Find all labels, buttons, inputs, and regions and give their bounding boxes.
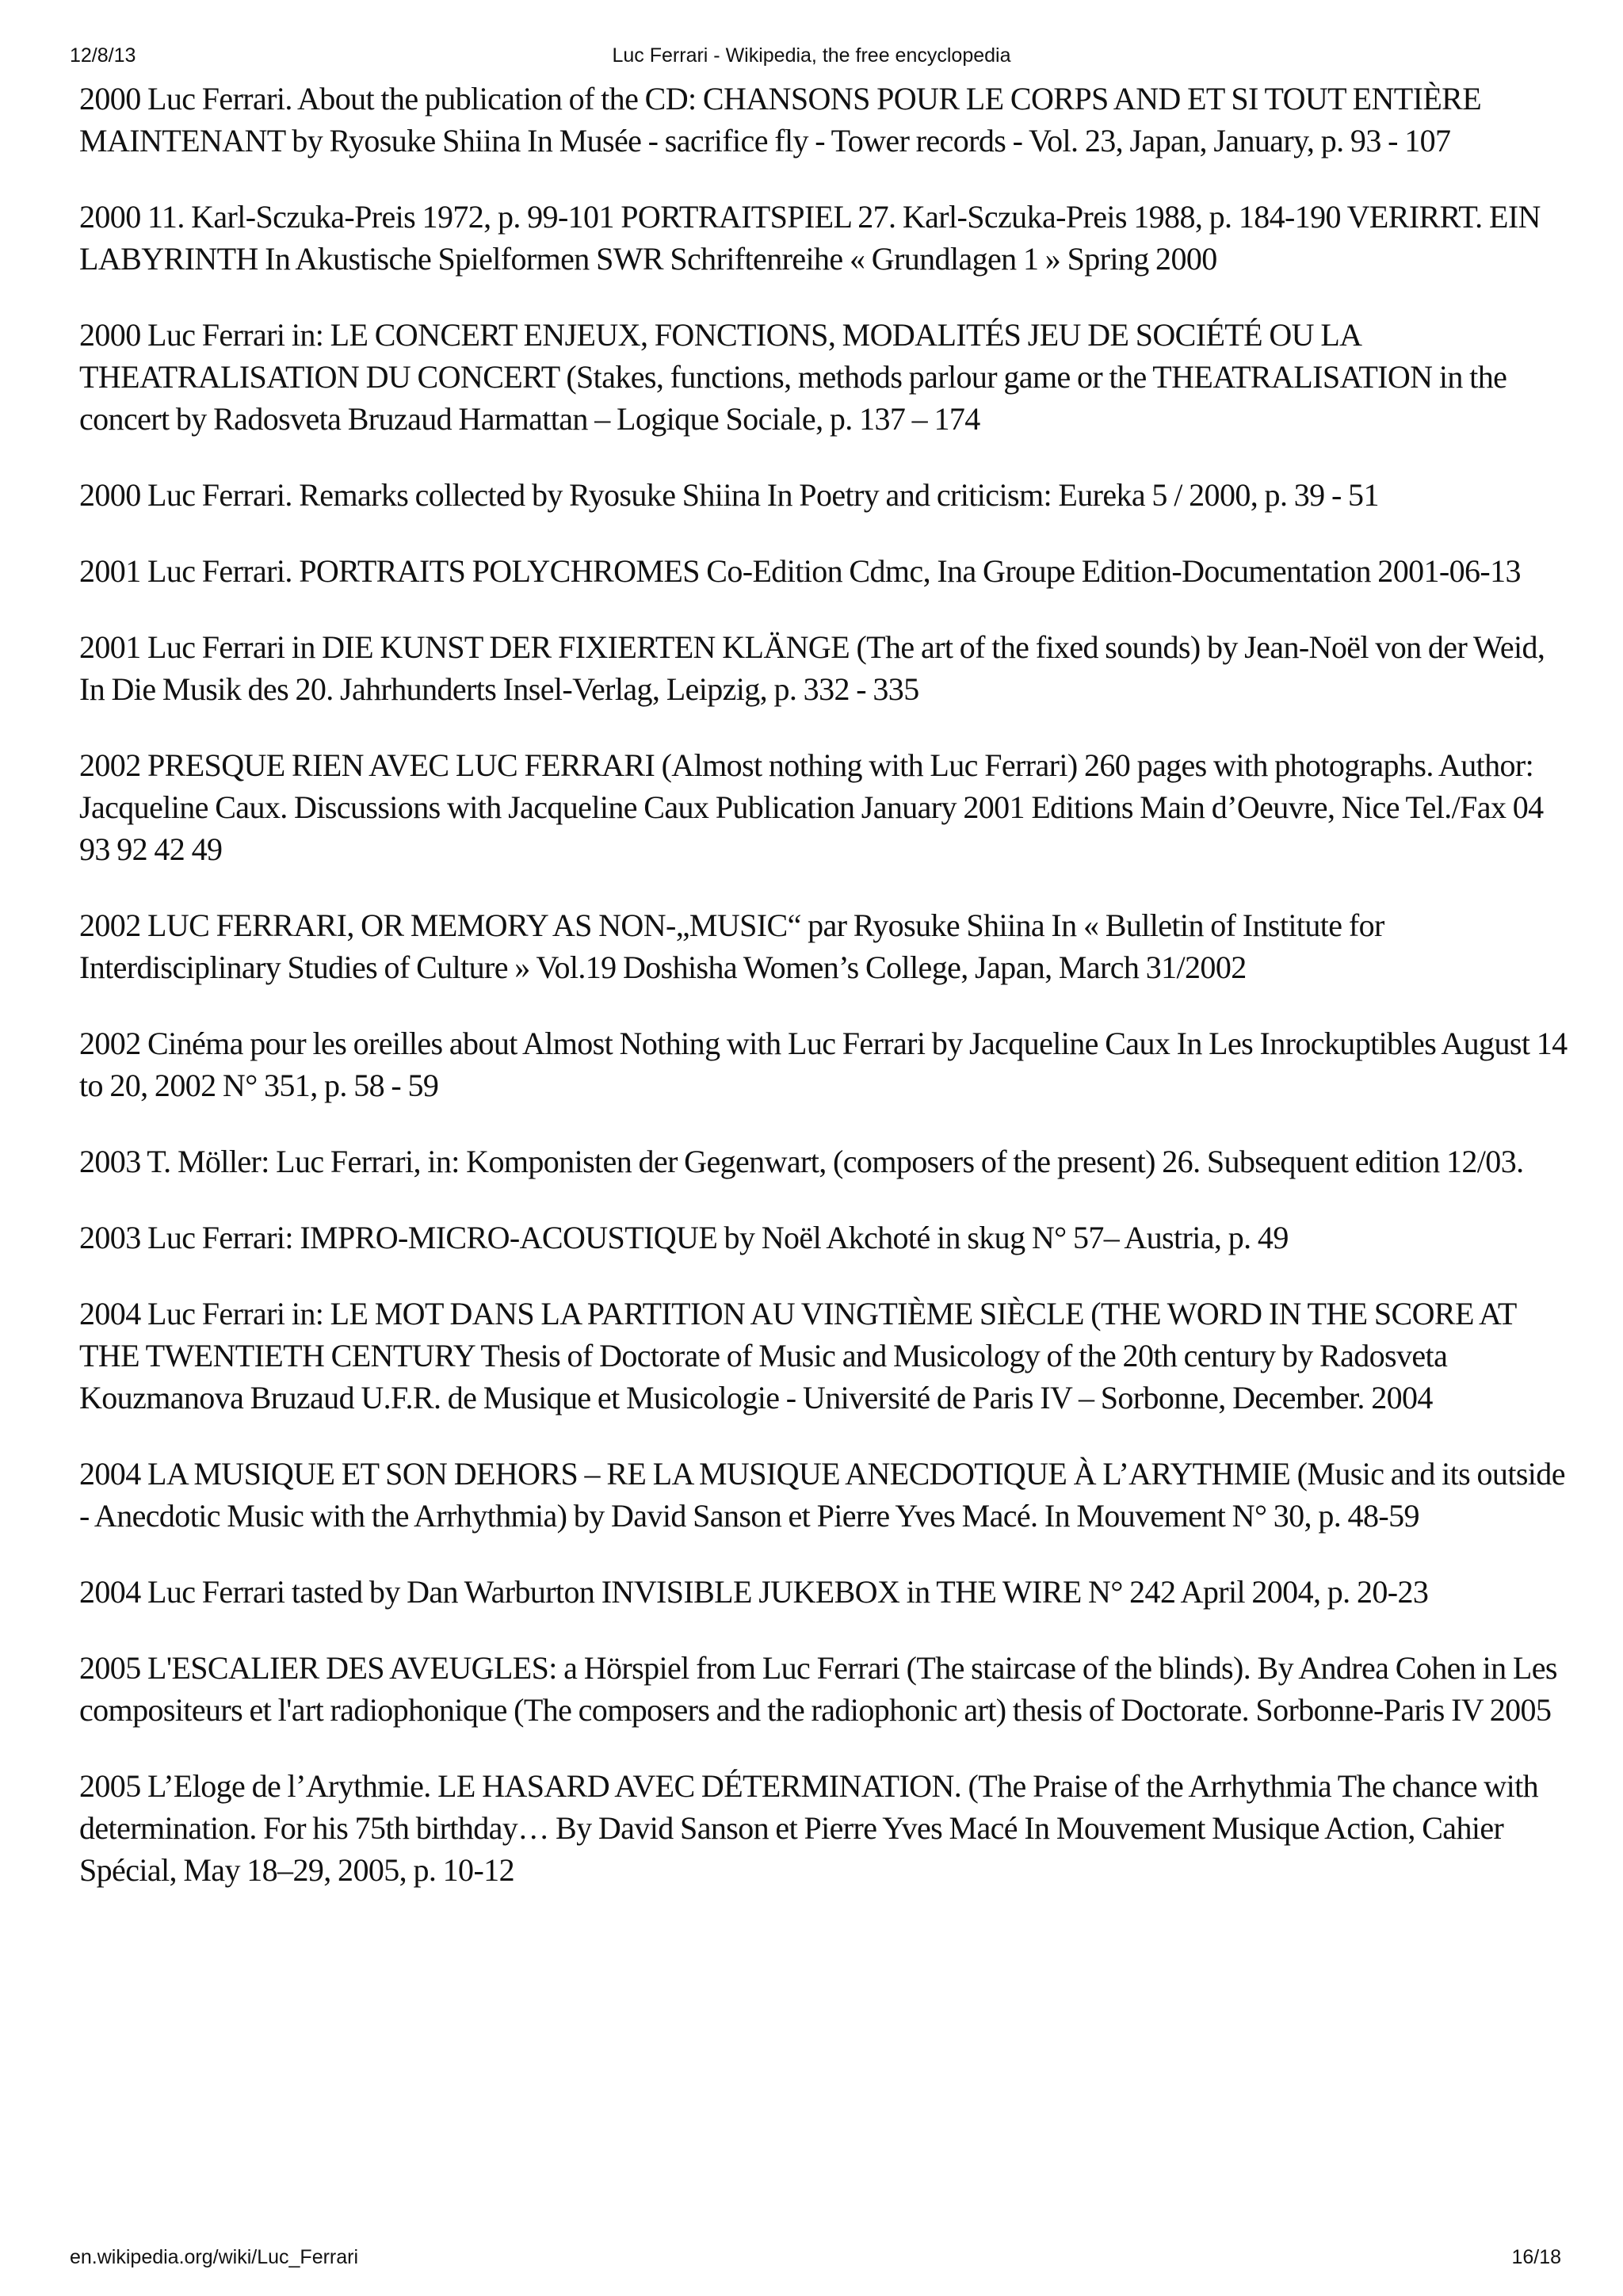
reference-entry: 2000 11. Karl-Sczuka-Preis 1972, p. 99-101 PORTRAITSPIEL 27. Karl-Sczuka-Preis 1988, p. 184-190 VERIRRT. EIN LABYRINTH In Akustische Spielformen SWR Schriftenreihe « Grundlagen 1 » Spring 2000 (79, 199, 1541, 277)
reference-entry: 2000 Luc Ferrari. Remarks collected by Ryosuke Shiina In Poetry and criticism: Eureka 5 / 2000, p. 39 - 51 (79, 477, 1379, 513)
references-list (79, 78, 1569, 1925)
reference-entry: 2001 Luc Ferrari in DIE KUNST DER FIXIERTEN KLÄNGE (The art of the fixed sounds) by Jean-Noël von der Weid, In Die Musik des 20. Jahrhunderts Insel-Verlag, Leipzig, p. 332 - 335 (79, 629, 1545, 707)
reference-entry: 2003 T. Möller: Luc Ferrari, in: Komponisten der Gegenwart, (composers of the present) 26. Subsequent edition 12/03. (79, 1144, 1524, 1179)
print-url: en.wikipedia.org/wiki/Luc_Ferrari (70, 2246, 359, 2268)
reference-entry: 2004 Luc Ferrari tasted by Dan Warburton INVISIBLE JUKEBOX in THE WIRE N° 242 April 2004, p. 20-23 (79, 1574, 1429, 1610)
reference-entry: 2005 L’Eloge de l’Arythmie. LE HASARD AVEC DÉTERMINATION. (The Praise of the Arrhythmia The chance with determination. For his 75th birthday… By David Sanson et Pierre Yves Macé In Mouvement Musique Action, Cahier Spécial, May 18–29, 2005, p. 10-12 (79, 1768, 1539, 1888)
reference-entry: 2000 Luc Ferrari in: LE CONCERT ENJEUX, FONCTIONS, MODALITÉS JEU DE SOCIÉTÉ OU LA THEATRALISATION DU CONCERT (Stakes, functions, methods parlour game or the THEATRALISATION in the concert by Radosveta Bruzaud Harmattan – Logique Sociale, p. 137 – 174 (79, 317, 1507, 437)
print-footer (0, 2241, 1623, 2273)
reference-entry: 2005 L'ESCALIER DES AVEUGLES: a Hörspiel from Luc Ferrari (The staircase of the blinds). By Andrea Cohen in Les compositeurs et l'art radiophonique (The composers and the radiophonic art) thesis of Doctorate. Sorbonne-Paris IV 2005 (79, 1650, 1557, 1728)
print-date: 12/8/13 (70, 44, 136, 67)
reference-entry: 2003 Luc Ferrari: IMPRO-MICRO-ACOUSTIQUE by Noël Akchoté in skug N° 57– Austria, p. 49 (79, 1220, 1289, 1255)
page-number: 16/18 (1511, 2246, 1561, 2268)
reference-entry: 2002 Cinéma pour les oreilles about Almost Nothing with Luc Ferrari by Jacqueline Caux In Les Inrockuptibles August 14 to 20, 2002 N° 351, p. 58 - 59 (79, 1026, 1568, 1103)
print-header (0, 40, 1623, 71)
reference-entry: 2000 Luc Ferrari. About the publication of the CD: CHANSONS POUR LE CORPS AND ET SI TOUT ENTIÈRE MAINTENANT by Ryosuke Shiina In Musée - sacrifice fly - Tower records - Vol. 23, Japan, January, p. 93 - 107 (79, 81, 1482, 159)
reference-entry: 2004 Luc Ferrari in: LE MOT DANS LA PARTITION AU VINGTIÈME SIÈCLE (THE WORD IN THE SCORE AT THE TWENTIETH CENTURY Thesis of Doctorate of Music and Musicology of the 20th century by Radosveta Kouzmanova Bruzaud U.F.R. de Musique et Musicologie - Université de Paris IV – Sorbonne, December. 2004 (79, 1296, 1516, 1415)
reference-entry: 2002 LUC FERRARI, OR MEMORY AS NON-„MUSIC“ par Ryosuke Shiina In « Bulletin of Institute for Interdisciplinary Studies of Culture » Vol.19 Doshisha Women’s College, Japan, March 31/2002 (79, 907, 1384, 985)
print-page-title: Luc Ferrari - Wikipedia, the free encyclopedia (612, 44, 1011, 67)
reference-entry: 2002 PRESQUE RIEN AVEC LUC FERRARI (Almost nothing with Luc Ferrari) 260 pages with photographs. Author: Jacqueline Caux. Discussions with Jacqueline Caux Publication January 2001 Editions Main d’Oeuvre, Nice Tel./Fax 04 93 92 42 49 (79, 747, 1544, 867)
reference-entry: 2001 Luc Ferrari. PORTRAITS POLYCHROMES Co-Edition Cdmc, Ina Groupe Edition-Documentation 2001-06-13 (79, 553, 1521, 589)
reference-entry: 2004 LA MUSIQUE ET SON DEHORS – RE LA MUSIQUE ANECDOTIQUE À L’ARYTHMIE (Music and its outside - Anecdotic Music with the Arrhythmia) by David Sanson et Pierre Yves Macé. In Mouvement N° 30, p. 48-59 (79, 1456, 1565, 1534)
